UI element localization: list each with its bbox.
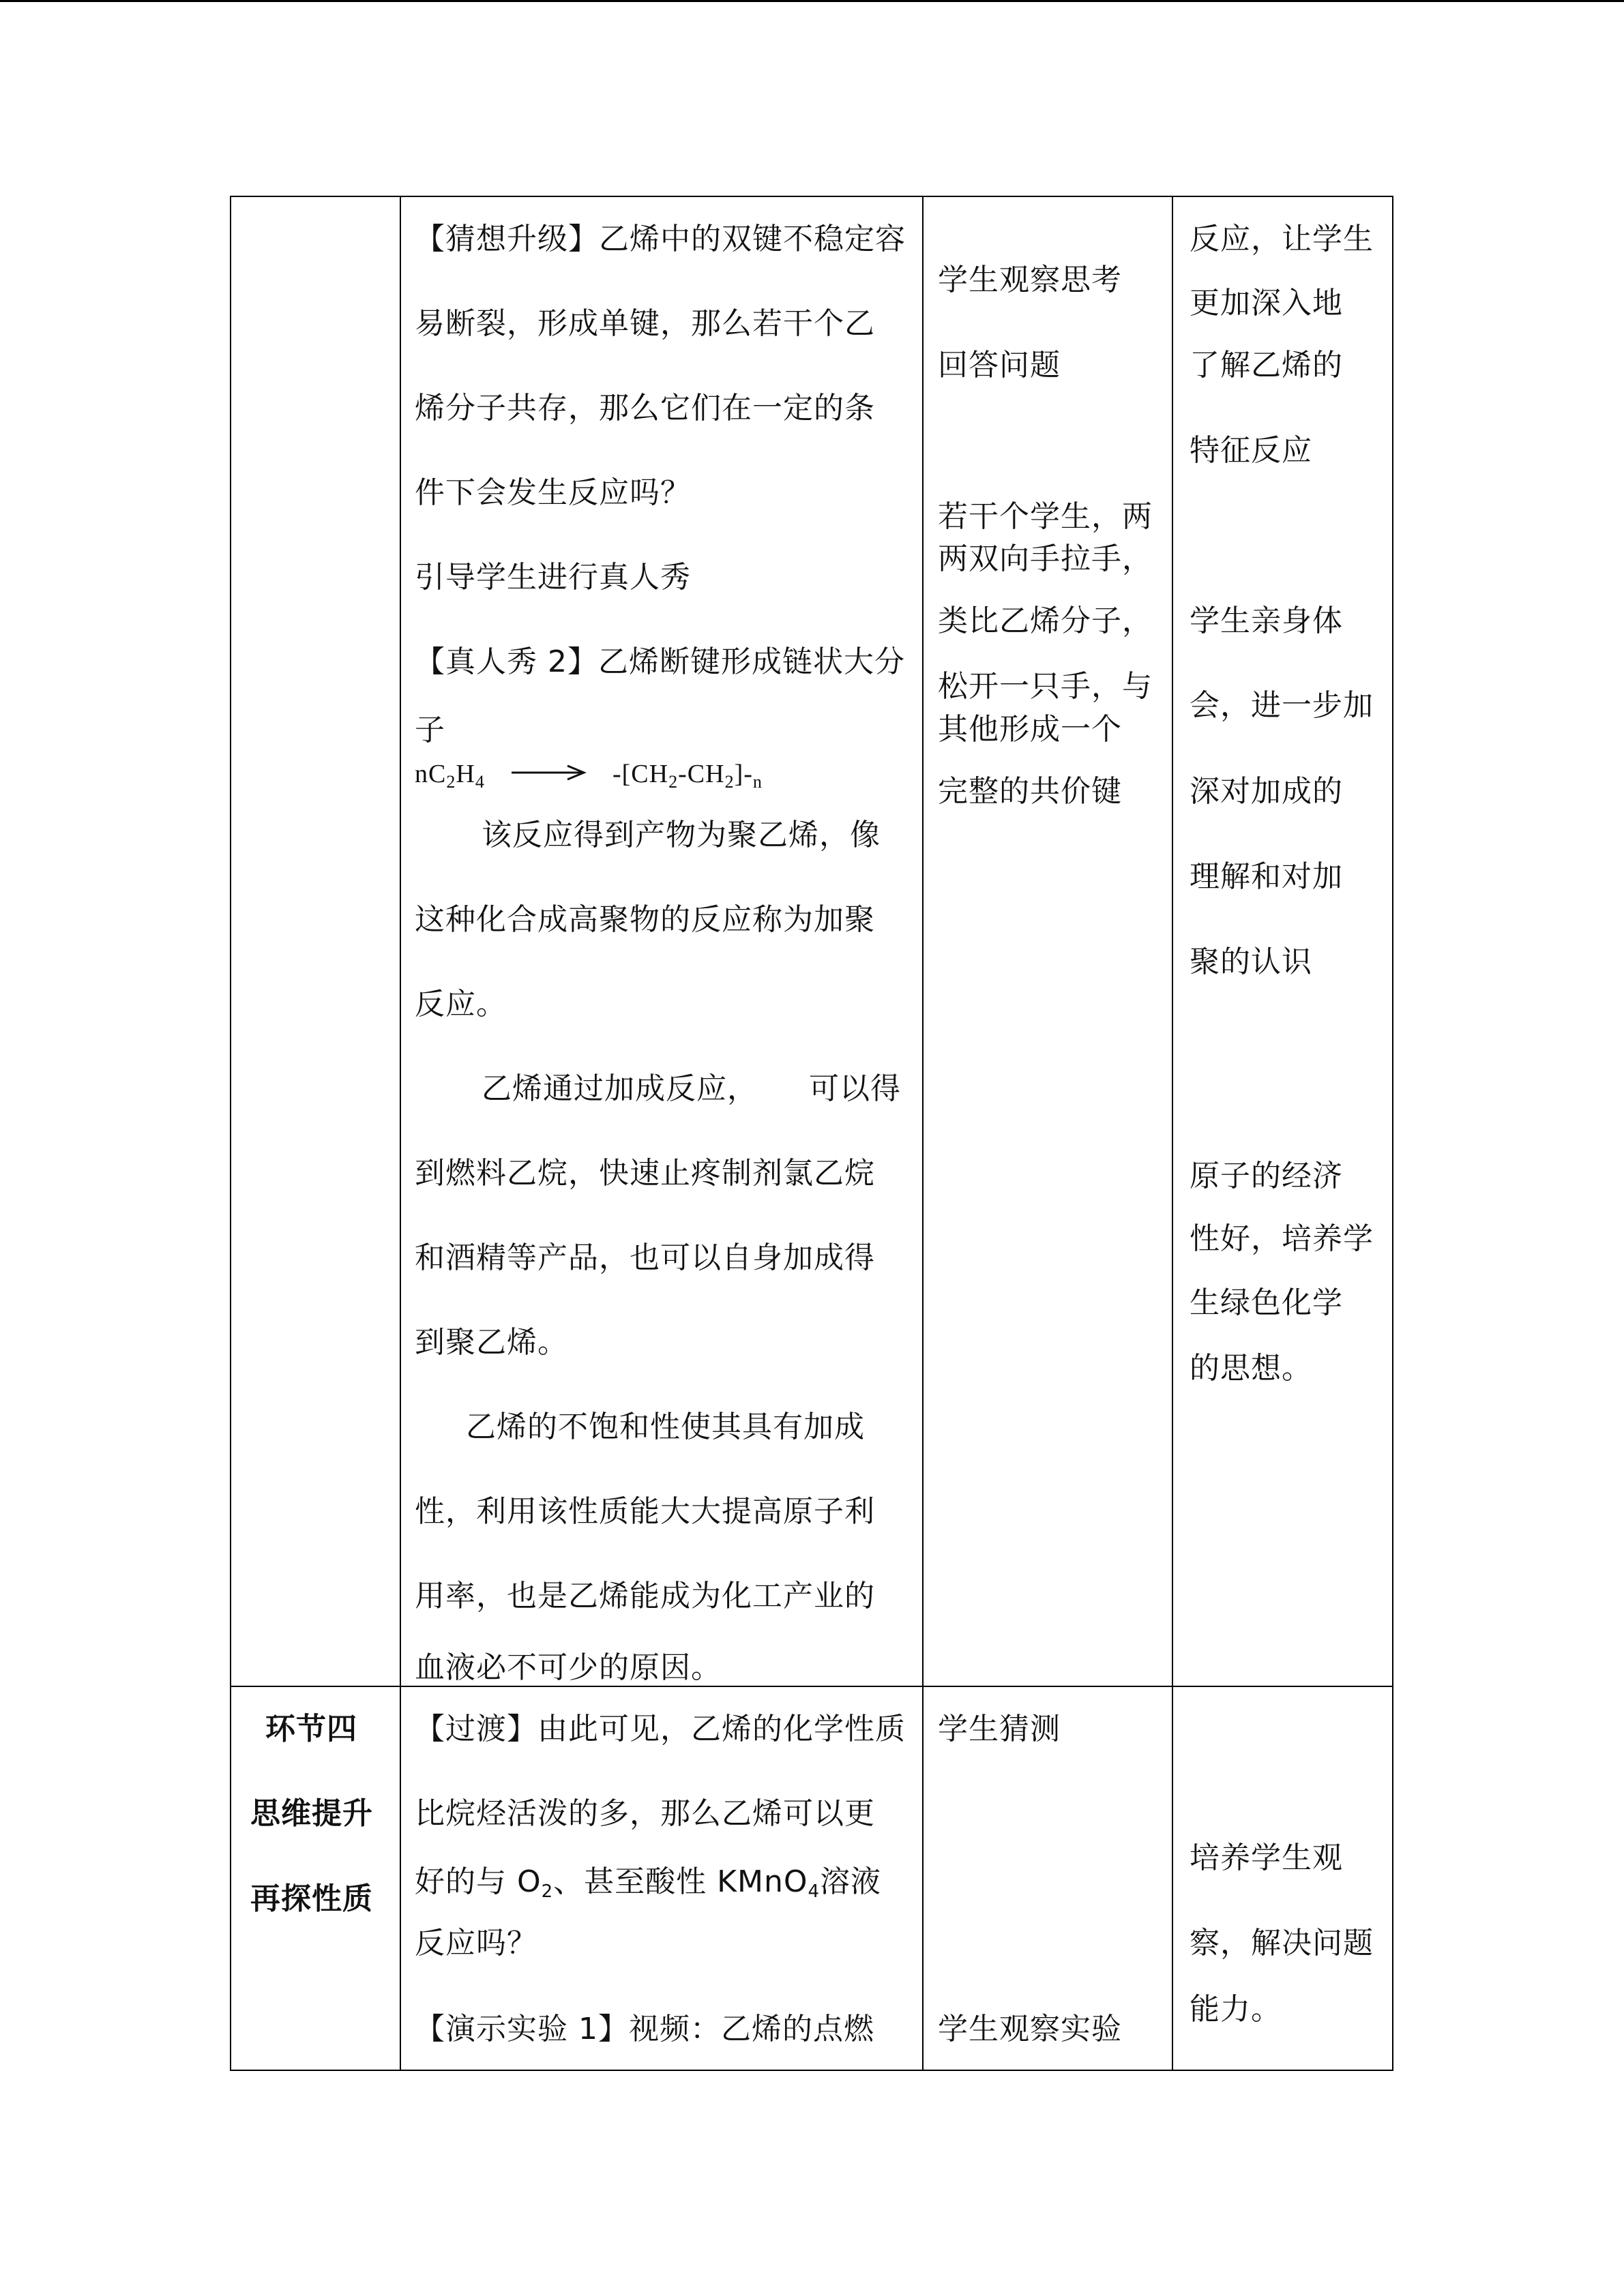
equation-reactant: $nC_2H_4$ — [415, 760, 485, 792]
handshake-line-3: 类比乙烯分子， — [938, 603, 1153, 638]
para2-line-1b: 可以得 — [809, 1071, 901, 1106]
para3-line-3: 用率，也是乙烯能成为化工产业的 — [415, 1579, 875, 1613]
handshake-line-1: 若干个学生，两 — [938, 499, 1153, 534]
show-line-1: 【真人秀 2】乙烯断键形成链状大分 — [415, 644, 905, 679]
para1-line-2: 这种化合成高聚物的反应称为加聚 — [415, 902, 875, 937]
para3-line-1: 乙烯的不饱和性使其具有加成 — [466, 1410, 865, 1444]
guess-line-1: 【猜想升级】乙烯中的双键不稳定容 — [415, 222, 906, 256]
para1-line-1: 该反应得到产物为聚乙烯，像 — [482, 818, 881, 852]
handshake-line-6: 完整的共价键 — [938, 774, 1122, 809]
column-divider-3 — [1172, 196, 1173, 2071]
purpose3-line-2: 性好，培养学 — [1190, 1221, 1374, 1256]
para2-line-1a: 乙烯通过加成反应， — [482, 1071, 758, 1106]
row-divider — [230, 1686, 1393, 1687]
guess-line-3: 烯分子共存，那么它们在一定的条 — [415, 391, 875, 426]
guess-line-4: 件下会发生反应吗？ — [415, 475, 691, 510]
guess-line-2: 易断裂，形成单键，那么若干个乙 — [415, 306, 875, 341]
para3-line-4: 血液必不可少的原因。 — [415, 1650, 722, 1685]
para3-line-2: 性，利用该性质能大大提高原子利 — [415, 1494, 875, 1529]
guide-text: 引导学生进行真人秀 — [415, 560, 691, 595]
purpose1-line-3: 了解乙烯的 — [1190, 348, 1343, 383]
transition-line-2: 比烷烃活泼的多，那么乙烯可以更 — [415, 1796, 875, 1831]
transition-line-4: 反应吗？ — [415, 1926, 537, 1960]
table-bottom-border — [230, 2070, 1393, 2071]
purpose3-line-1: 原子的经济 — [1190, 1159, 1343, 1193]
reaction-arrow-icon — [510, 762, 587, 783]
show-line-2: 子 — [415, 713, 445, 747]
purpose3-line-4: 的思想。 — [1190, 1351, 1312, 1386]
table-left-border — [230, 196, 231, 2071]
column-divider-2 — [922, 196, 924, 2071]
row2-purpose-line-2: 察，解决问题 — [1190, 1926, 1374, 1960]
para2-line-2: 到燃料乙烷，快速止疼制剂氯乙烷 — [415, 1156, 875, 1191]
table-top-border — [230, 196, 1393, 197]
page-top-border — [0, 0, 1624, 2]
table-right-border — [1392, 196, 1393, 2071]
para2-line-4: 到聚乙烯。 — [415, 1325, 568, 1360]
purpose1-line-1: 反应，让学生 — [1190, 222, 1374, 256]
stage-line-1: 环节四 — [265, 1712, 357, 1746]
demo-experiment-line: 【演示实验 1】视频：乙烯的点燃 — [415, 2012, 874, 2046]
purpose2-line-5: 聚的认识 — [1190, 944, 1312, 979]
student-observe-experiment: 学生观察实验 — [938, 2012, 1122, 2046]
student-guess: 学生猜测 — [938, 1712, 1061, 1746]
purpose2-line-1: 学生亲身体 — [1190, 603, 1343, 638]
purpose2-line-3: 深对加成的 — [1190, 774, 1343, 809]
observe-line-1: 学生观察思考 — [938, 263, 1122, 297]
transition-line-3: 好的与 $O_2$、甚至酸性 KMnO$_4$溶液 — [415, 1864, 882, 1902]
column-divider-1 — [400, 196, 401, 2071]
transition-line-1: 【过渡】由此可见，乙烯的化学性质 — [415, 1712, 906, 1746]
stage-line-3: 再探性质 — [250, 1881, 373, 1916]
para1-line-3: 反应。 — [415, 987, 507, 1022]
purpose1-line-4: 特征反应 — [1190, 433, 1312, 468]
para2-line-3: 和酒精等产品，也可以自身加成得 — [415, 1240, 875, 1275]
purpose2-line-2: 会，进一步加 — [1190, 688, 1374, 723]
stage-line-2: 思维提升 — [250, 1796, 373, 1831]
handshake-line-2: 两双向手拉手， — [938, 541, 1153, 576]
handshake-line-5: 其他形成一个 — [938, 712, 1122, 747]
purpose1-line-2: 更加深入地 — [1190, 286, 1343, 320]
handshake-line-4: 松开一只手，与 — [938, 669, 1153, 704]
observe-line-2: 回答问题 — [938, 348, 1061, 383]
purpose3-line-3: 生绿色化学 — [1190, 1285, 1343, 1320]
row2-purpose-line-3: 能力。 — [1190, 1992, 1282, 2027]
row2-purpose-line-1: 培养学生观 — [1190, 1840, 1343, 1875]
equation-product: $-[CH_2-CH_2]-_n$ — [612, 760, 763, 792]
purpose2-line-4: 理解和对加 — [1190, 859, 1343, 894]
